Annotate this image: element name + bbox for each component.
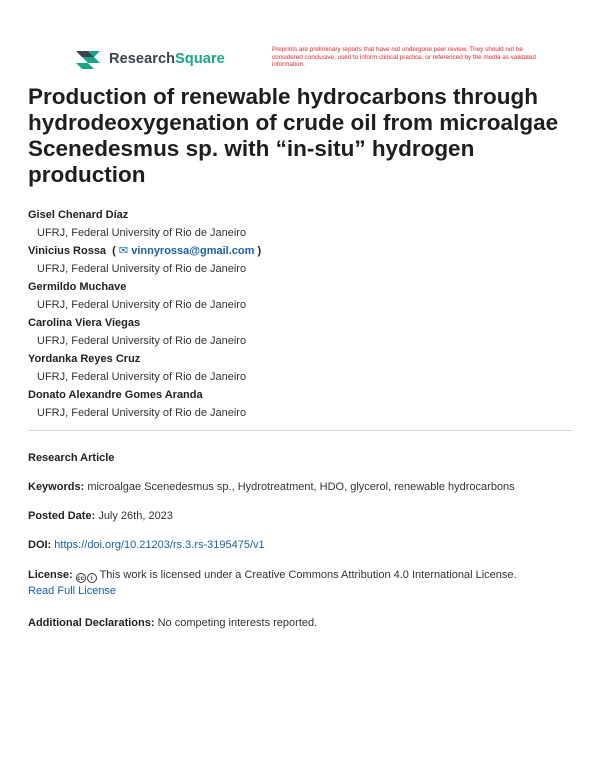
creative-commons-icon: cc i xyxy=(76,573,97,583)
author-name: Vinicius Rossa xyxy=(28,245,107,257)
preprint-disclaimer: Preprints are preliminary reports that have not undergone peer review. They should not be considered conclusive, used to inform clinical practice, or referenced by the media as validated information. xyxy=(272,46,536,69)
author-affiliation: UFRJ, Federal University of Rio de Janeiro xyxy=(37,299,247,311)
license-line xyxy=(28,567,573,599)
envelope-icon: ✉ xyxy=(118,245,129,257)
doi-line xyxy=(28,537,573,553)
author-affiliation: UFRJ, Federal University of Rio de Janeiro xyxy=(37,227,247,239)
author-entry xyxy=(28,206,573,242)
posted-date-value: July 26th, 2023 xyxy=(98,510,173,522)
doi-label: DOI: xyxy=(28,539,52,551)
author-name: Donato Alexandre Gomes Aranda xyxy=(28,389,203,401)
license-label: License: xyxy=(28,569,73,581)
author-affiliation: UFRJ, Federal University of Rio de Janeiro xyxy=(37,371,247,383)
keywords-label: Keywords: xyxy=(28,481,85,493)
author-entry xyxy=(28,350,573,386)
author-email-link[interactable]: ✉ vinnyrossa@gmail.com xyxy=(118,245,255,257)
author-affiliation: UFRJ, Federal University of Rio de Janeiro xyxy=(37,335,247,347)
author-name: Gisel Chenard Díaz xyxy=(28,209,129,221)
declarations-value: No competing interests reported. xyxy=(157,617,318,629)
divider xyxy=(28,430,573,431)
header xyxy=(74,46,544,76)
author-entry xyxy=(28,314,573,350)
doi-link[interactable]: https://doi.org/10.21203/rs.3.rs-3195475/v1 xyxy=(54,539,265,551)
posted-date-label: Posted Date: xyxy=(28,510,96,522)
research-square-logo[interactable] xyxy=(74,48,225,70)
author-list xyxy=(28,206,573,422)
declarations-label: Additional Declarations: xyxy=(28,617,155,629)
license-text: This work is licensed under a Creative Commons Attribution 4.0 International License. xyxy=(99,569,517,581)
author-affiliation: UFRJ, Federal University of Rio de Janeiro xyxy=(37,263,247,275)
declarations-line xyxy=(28,615,573,631)
author-name: Yordanka Reyes Cruz xyxy=(28,353,141,365)
author-entry xyxy=(28,386,573,422)
author-name-with-email: Vinicius Rossa ( ✉ vinnyrossa@gmail.com ) xyxy=(28,245,262,257)
author-name: Germildo Muchave xyxy=(28,281,127,293)
author-affiliation: UFRJ, Federal University of Rio de Janeiro xyxy=(37,407,247,419)
research-square-logo-icon xyxy=(74,48,102,70)
brand-name: ResearchSquare xyxy=(109,51,225,67)
author-name: Carolina Viera Viegas xyxy=(28,317,141,329)
posted-date-line xyxy=(28,508,573,524)
article-type: Research Article xyxy=(28,452,115,464)
author-entry xyxy=(28,278,573,314)
keywords-value: microalgae Scenedesmus sp., Hydrotreatment, HDO, glycerol, renewable hydrocarbons xyxy=(87,481,515,493)
paper-title: Production of renewable hydrocarbons through hydrodeoxygenation of crude oil from microalgae Scenedesmus sp. with “in-situ” hydrogen production xyxy=(28,84,559,187)
author-entry xyxy=(28,242,573,278)
keywords-line xyxy=(28,479,573,495)
read-full-license-link[interactable]: Read Full License xyxy=(28,585,117,597)
